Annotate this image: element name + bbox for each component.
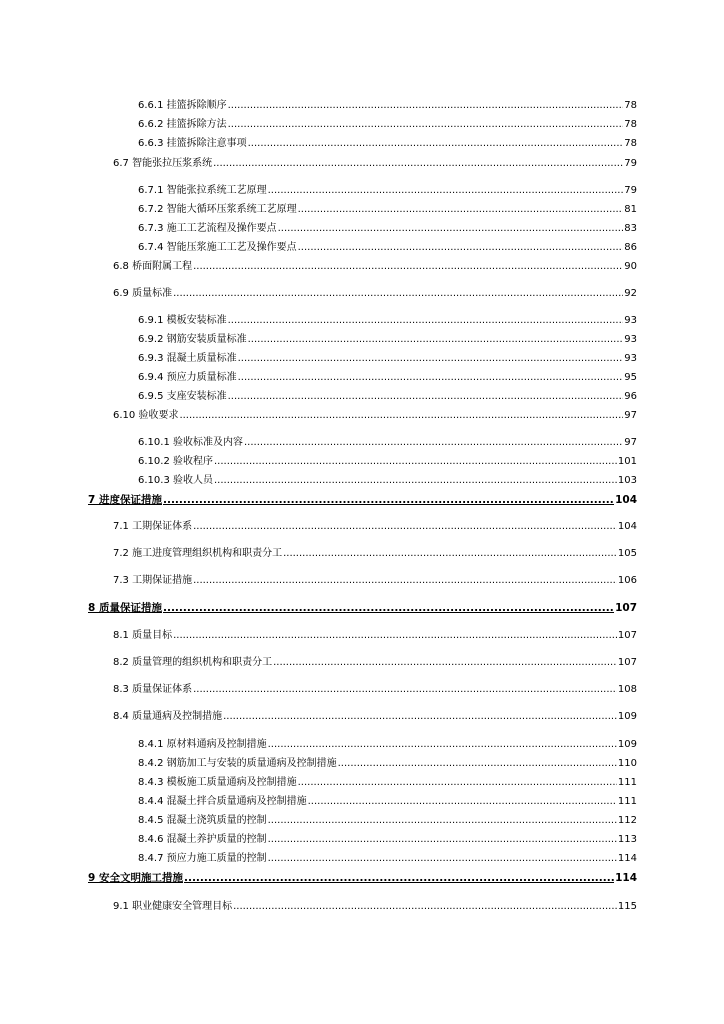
- toc-entry-8-4-4[interactable]: [138, 795, 637, 809]
- toc-entry-page: 95: [624, 372, 637, 383]
- toc-entry-6-10-2[interactable]: [138, 455, 637, 469]
- toc-entry-page: 107: [615, 602, 637, 614]
- toc-entry-6-9-5[interactable]: [138, 390, 637, 404]
- toc-entry-title: 8.2 质量管理的组织机构和职责分工: [113, 657, 273, 668]
- toc-entry-title: 6.7 智能张拉压浆系统: [113, 158, 213, 169]
- toc-entry-page: 109: [617, 739, 637, 750]
- toc-entry-title: 6.10 验收要求: [113, 410, 179, 421]
- toc-entry-title: 6.7.2 智能大循环压浆系统工艺原理: [138, 204, 297, 215]
- toc-entry-page: 96: [624, 391, 637, 402]
- toc-entry-title: 6.9.5 支座安装标准: [138, 391, 227, 402]
- dot-leader: [184, 871, 614, 885]
- toc-entry-title: 8.1 质量目标: [113, 630, 173, 641]
- dot-leader: [228, 314, 624, 328]
- dot-leader: [298, 776, 617, 790]
- dot-leader: [268, 852, 617, 866]
- toc-entry-title: 6.7.1 智能张拉系统工艺原理: [138, 185, 267, 196]
- toc-entry-page: 93: [624, 353, 637, 364]
- toc-entry-6-9-3[interactable]: [138, 352, 637, 366]
- toc-entry-title: 7 进度保证措施: [88, 494, 162, 506]
- toc-entry-page: 97: [624, 437, 637, 448]
- toc-entry-title: 6.9.4 预应力质量标准: [138, 372, 237, 383]
- toc-entry-page: 115: [617, 901, 637, 912]
- dot-leader: [223, 710, 617, 724]
- toc-entry-page: 81: [624, 204, 637, 215]
- dot-leader: [228, 99, 624, 113]
- toc-entry-page: 103: [617, 475, 637, 486]
- dot-leader: [248, 137, 624, 151]
- toc-entry-title: 8.4.7 预应力施工质量的控制: [138, 853, 267, 864]
- toc-entry-8-4-3[interactable]: [138, 776, 637, 790]
- toc-entry-title: 6.8 桥面附属工程: [113, 261, 193, 272]
- toc-entry-page: 113: [617, 834, 637, 845]
- toc-entry-chapter-7[interactable]: [88, 493, 637, 507]
- toc-entry-title: 6.10.1 验收标准及内容: [138, 437, 243, 448]
- toc-entry-6-7-4[interactable]: [138, 241, 637, 255]
- toc-entry-6-10-3[interactable]: [138, 474, 637, 488]
- dot-leader: [268, 833, 617, 847]
- dot-leader: [338, 757, 617, 771]
- toc-entry-page: 107: [617, 657, 637, 668]
- toc-entry-page: 104: [615, 494, 637, 506]
- toc-entry-page: 78: [624, 100, 637, 111]
- toc-entry-page: 92: [624, 288, 637, 299]
- dot-leader: [173, 629, 617, 643]
- toc-entry-page: 83: [624, 223, 637, 234]
- toc-entry-title: 6.10.2 验收程序: [138, 456, 213, 467]
- toc-entry-page: 93: [624, 334, 637, 345]
- dot-leader: [193, 520, 617, 534]
- dot-leader: [268, 738, 617, 752]
- toc-entry-title: 8.4.4 混凝土拌合质量通病及控制措施: [138, 796, 307, 807]
- dot-leader: [193, 683, 617, 697]
- toc-entry-9-1[interactable]: [113, 900, 637, 914]
- toc-entry-title: 7.2 施工进度管理组织机构和职责分工: [113, 548, 283, 559]
- toc-entry-6-9-2[interactable]: [138, 333, 637, 347]
- toc-entry-title: 8.3 质量保证体系: [113, 684, 193, 695]
- dot-leader: [238, 352, 624, 366]
- toc-entry-6-7-2[interactable]: [138, 203, 637, 217]
- toc-entry-title: 8.4.3 模板施工质量通病及控制措施: [138, 777, 297, 788]
- dot-leader: [278, 222, 624, 236]
- dot-leader: [248, 333, 624, 347]
- toc-entry-page: 111: [617, 777, 637, 788]
- dot-leader: [228, 390, 624, 404]
- toc-entry-8-4-1[interactable]: [138, 738, 637, 752]
- dot-leader: [298, 203, 624, 217]
- toc-entry-page: 110: [617, 758, 637, 769]
- toc-entry-8-1[interactable]: [113, 629, 637, 643]
- toc-entry-title: 8.4 质量通病及控制措施: [113, 711, 223, 722]
- toc-entry-title: 8 质量保证措施: [88, 602, 162, 614]
- toc-entry-page: 93: [624, 315, 637, 326]
- toc-entry-6-9-1[interactable]: [138, 314, 637, 328]
- toc-entry-title: 8.4.1 原材料通病及控制措施: [138, 739, 267, 750]
- dot-leader: [298, 241, 624, 255]
- toc-entry-page: 109: [617, 711, 637, 722]
- toc-entry-page: 108: [617, 684, 637, 695]
- dot-leader: [283, 547, 617, 561]
- toc-entry-8-3[interactable]: [113, 683, 637, 697]
- toc-entry-6-7-3[interactable]: [138, 222, 637, 236]
- dot-leader: [193, 260, 623, 274]
- dot-leader: [179, 409, 623, 423]
- toc-entry-title: 6.9.3 混凝土质量标准: [138, 353, 237, 364]
- toc-entry-chapter-8[interactable]: [88, 601, 637, 615]
- toc-entry-page: 107: [617, 630, 637, 641]
- toc-entry-6-8[interactable]: [113, 260, 637, 274]
- toc-entry-7-2[interactable]: [113, 547, 637, 561]
- toc-entry-title: 6.6.2 挂篮拆除方法: [138, 119, 227, 130]
- toc-entry-page: 79: [624, 185, 637, 196]
- toc-entry-title: 9 安全文明施工措施: [88, 872, 183, 884]
- toc-entry-8-4-2[interactable]: [138, 757, 637, 771]
- dot-leader: [163, 493, 614, 507]
- toc-entry-6-7-1[interactable]: [138, 184, 637, 198]
- dot-leader: [268, 814, 617, 828]
- toc-entry-page: 101: [617, 456, 637, 467]
- dot-leader: [193, 574, 617, 588]
- dot-leader: [308, 795, 617, 809]
- toc-entry-title: 7.3 工期保证措施: [113, 575, 193, 586]
- toc-entry-page: 106: [617, 575, 637, 586]
- toc-entry-6-9-4[interactable]: [138, 371, 637, 385]
- toc-entry-page: 97: [624, 410, 637, 421]
- toc-entry-title: 6.7.4 智能压浆施工工艺及操作要点: [138, 242, 297, 253]
- dot-leader: [244, 436, 623, 450]
- toc-entry-title: 8.4.5 混凝土浇筑质量的控制: [138, 815, 267, 826]
- toc-entry-title: 6.10.3 验收人员: [138, 475, 213, 486]
- toc-entry-title: 8.4.6 混凝土养护质量的控制: [138, 834, 267, 845]
- toc-entry-6-6-3[interactable]: [138, 137, 637, 151]
- toc-entry-page: 114: [615, 872, 637, 884]
- dot-leader: [238, 371, 624, 385]
- toc-entry-title: 6.6.1 挂篮拆除顺序: [138, 100, 227, 111]
- toc-entry-6-10-1[interactable]: [138, 436, 637, 450]
- toc-entry-6-10[interactable]: [113, 409, 637, 423]
- toc-entry-page: 90: [624, 261, 637, 272]
- toc-entry-title: 6.6.3 挂篮拆除注意事项: [138, 138, 247, 149]
- toc-entry-chapter-9[interactable]: [88, 871, 637, 885]
- toc-entry-7-3[interactable]: [113, 574, 637, 588]
- dot-leader: [213, 157, 623, 171]
- dot-leader: [163, 601, 614, 615]
- toc-entry-page: 78: [624, 138, 637, 149]
- toc-entry-7-1[interactable]: [113, 520, 637, 534]
- dot-leader: [233, 900, 617, 914]
- toc-entry-title: 7.1 工期保证体系: [113, 521, 193, 532]
- toc-entry-page: 79: [624, 158, 637, 169]
- toc-entry-title: 6.7.3 施工工艺流程及操作要点: [138, 223, 277, 234]
- toc-entry-6-9[interactable]: [113, 287, 637, 301]
- dot-leader: [228, 118, 624, 132]
- toc-entry-title: 6.9 质量标准: [113, 288, 173, 299]
- toc-entry-6-7[interactable]: [113, 157, 637, 171]
- toc-entry-page: 86: [624, 242, 637, 253]
- toc-entry-8-4-7[interactable]: [138, 852, 637, 866]
- toc-entry-6-6-1[interactable]: [138, 99, 637, 113]
- toc-entry-8-4[interactable]: [113, 710, 637, 724]
- dot-leader: [273, 656, 617, 670]
- toc-entry-page: 112: [617, 815, 637, 826]
- toc-entry-page: 111: [617, 796, 637, 807]
- toc-entry-page: 105: [617, 548, 637, 559]
- toc-entry-title: 6.9.1 模板安装标准: [138, 315, 227, 326]
- toc-entry-page: 78: [624, 119, 637, 130]
- dot-leader: [214, 474, 617, 488]
- toc-entry-title: 8.4.2 钢筋加工与安装的质量通病及控制措施: [138, 758, 337, 769]
- toc-entry-8-4-6[interactable]: [138, 833, 637, 847]
- toc-entry-title: 6.9.2 钢筋安装质量标准: [138, 334, 247, 345]
- dot-leader: [173, 287, 623, 301]
- toc-entry-8-4-5[interactable]: [138, 814, 637, 828]
- toc-entry-8-2[interactable]: [113, 656, 637, 670]
- dot-leader: [268, 184, 624, 198]
- dot-leader: [214, 455, 617, 469]
- toc-entry-6-6-2[interactable]: [138, 118, 637, 132]
- toc-entry-page: 104: [617, 521, 637, 532]
- toc-entry-page: 114: [617, 853, 637, 864]
- toc-entry-title: 9.1 职业健康安全管理目标: [113, 901, 233, 912]
